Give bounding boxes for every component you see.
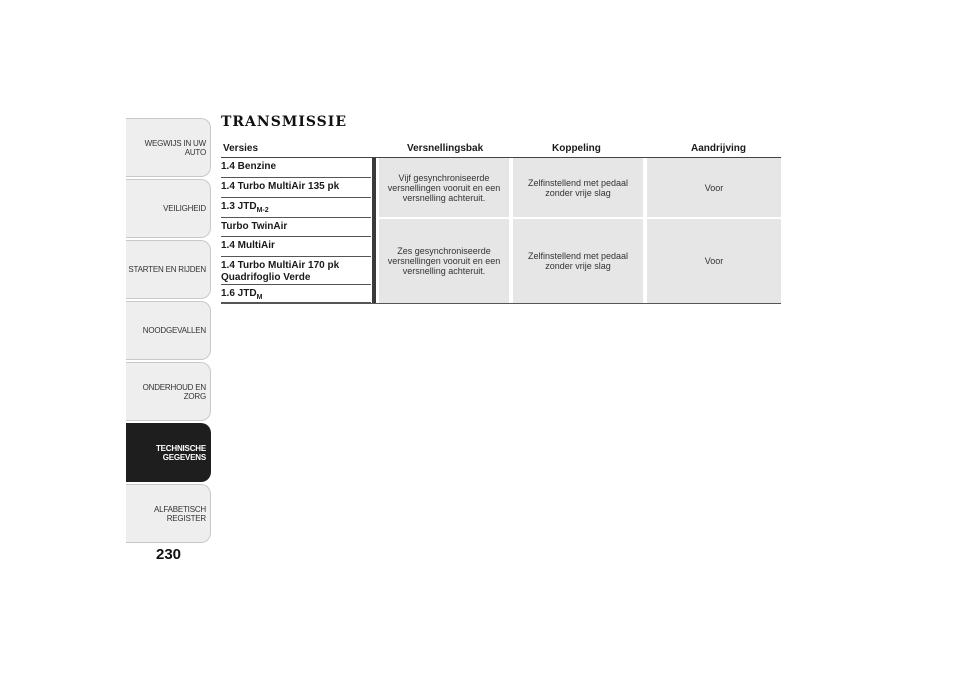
column-separator: [372, 158, 376, 303]
gearbox-cell: Zes gesynchroniseerde versnellingen vooruit en een versnelling achteruit.: [379, 219, 509, 303]
drive-cell: Voor: [647, 158, 781, 217]
version-name: 1.4 Turbo MultiAir 170 pk Quadrifoglio Verde: [221, 260, 340, 283]
tab-noodgevallen[interactable]: [126, 301, 211, 360]
versions-column: [221, 158, 371, 303]
tab-label: TECHNISCHE GEGEVENS: [155, 443, 206, 462]
transmission-table: [221, 140, 781, 301]
tab-label: NOODGEVALLEN: [142, 326, 206, 335]
version-name: Turbo TwinAir: [221, 221, 288, 232]
tab-label: ALFABETISCH REGISTER: [153, 504, 206, 523]
version-name: 1.6 JTD: [221, 288, 257, 299]
version-name: 1.4 Turbo MultiAir 135 pk: [221, 181, 340, 192]
tab-alfabetisch-register[interactable]: [126, 484, 211, 543]
version-row: [221, 198, 371, 218]
tab-label: STARTEN EN RIJDEN: [128, 265, 206, 274]
version-name: 1.3 JTD: [221, 201, 257, 212]
version-row: [221, 285, 371, 303]
version-name: 1.4 Benzine: [221, 161, 277, 172]
header-versies: Versies: [223, 143, 259, 154]
tab-label: VEILIGHEID: [163, 204, 206, 213]
chapter-tabs: [126, 118, 211, 545]
tab-onderhoud-en-zorg[interactable]: [126, 362, 211, 421]
drive-cell: Voor: [647, 219, 781, 303]
tab-technische-gegevens[interactable]: [126, 423, 211, 482]
version-name: 1.4 MultiAir: [221, 240, 275, 251]
version-row: [221, 218, 371, 237]
version-row: [221, 237, 371, 257]
version-row: [221, 178, 371, 198]
page-number: 230: [156, 546, 182, 563]
clutch-cell: Zelfinstellend met pedaal zonder vrije slag: [513, 158, 643, 217]
tab-label: WEGWIJS IN UW AUTO: [144, 138, 206, 157]
header-versnellingsbak: Versnellingsbak: [407, 143, 484, 154]
tab-veiligheid[interactable]: [126, 179, 211, 238]
header-aandrijving: Aandrijving: [691, 143, 747, 154]
gearbox-cell: Vijf gesynchroniseerde versnellingen vooruit en een versnelling achteruit.: [379, 158, 509, 217]
tab-label: ONDERHOUD EN ZORG: [142, 382, 206, 401]
table-header: [221, 140, 781, 158]
version-subscript: M: [256, 294, 263, 301]
tab-wegwijs[interactable]: [126, 118, 211, 177]
version-row: [221, 257, 371, 285]
header-koppeling: Koppeling: [552, 143, 601, 154]
table-bottom-border: [221, 303, 781, 304]
clutch-cell: Zelfinstellend met pedaal zonder vrije slag: [513, 219, 643, 303]
tab-starten-en-rijden[interactable]: [126, 240, 211, 299]
section-title: TRANSMISSIE: [221, 114, 348, 130]
version-row: [221, 158, 371, 178]
version-subscript: M-2: [256, 207, 269, 214]
